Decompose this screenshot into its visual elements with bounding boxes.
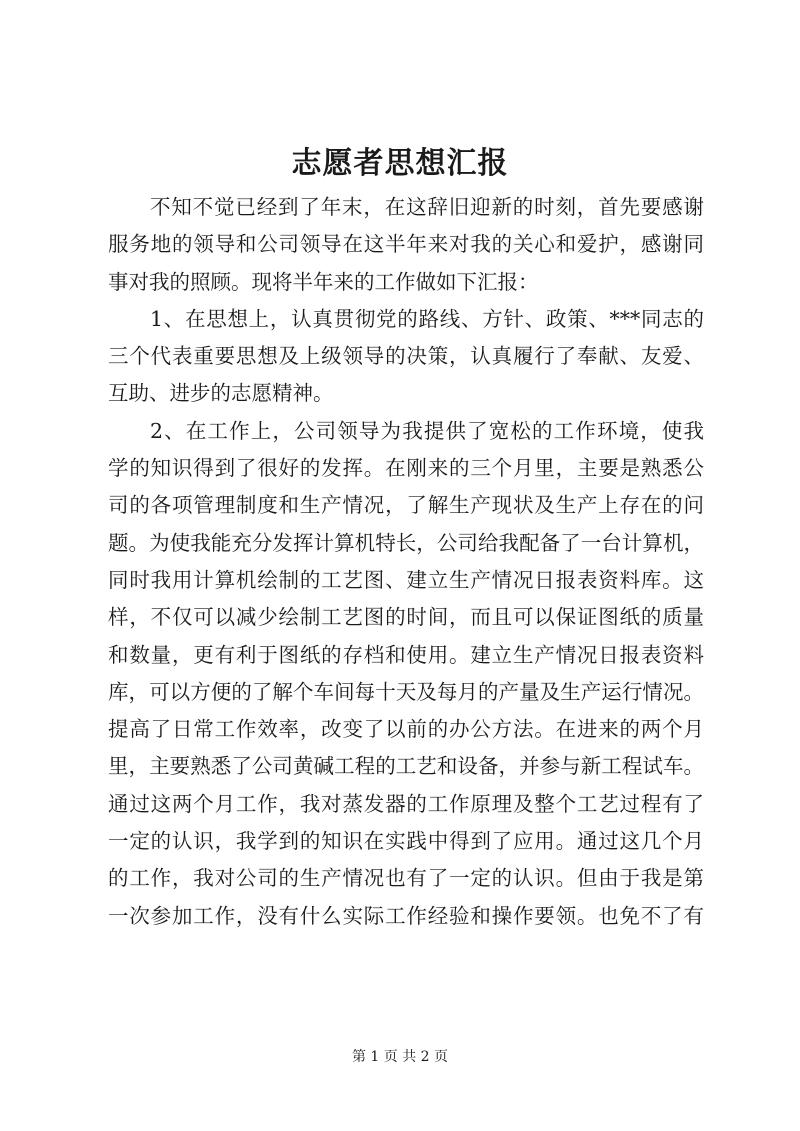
paragraph-line: 学的知识得到了很好的发挥。在刚来的三个月里，主要是熟悉公 <box>108 456 704 481</box>
paragraph-line: 一定的认识，我学到的知识在实践中得到了应用。通过这几个月 <box>108 829 704 854</box>
paragraph-line: 和数量，更有利于图纸的存档和使用。建立生产情况日报表资料 <box>108 642 704 667</box>
paragraph-line: 同时我用计算机绘制的工艺图、建立生产情况日报表资料库。这 <box>108 567 704 592</box>
document-body <box>108 189 704 935</box>
paragraph-line: 一次参加工作，没有什么实际工作经验和操作要领。也免不了有 <box>108 903 704 928</box>
paragraph-line: 不知不觉已经到了年末，在这辞旧迎新的时刻，首先要感谢 <box>150 195 704 219</box>
paragraph-line: 提高了日常工作效率，改变了以前的办公方法。在进来的两个月 <box>108 717 704 742</box>
paragraph-line: 服务地的领导和公司领导在这半年来对我的关心和爱护，感谢同 <box>108 232 704 257</box>
paragraph-line: 题。为使我能充分发挥计算机特长，公司给我配备了一台计算机， <box>108 530 704 555</box>
paragraph-line: 的工作，我对公司的生产情况也有了一定的认识。但由于我是第 <box>108 866 704 891</box>
page-number-footer: 第 1 页 共 2 页 <box>351 1049 449 1065</box>
paragraph-line: 2、在工作上，公司领导为我提供了宽松的工作环境，使我 <box>150 418 704 443</box>
paragraph-line: 互助、进步的志愿精神。 <box>108 381 334 406</box>
paragraph-line: 通过这两个月工作，我对蒸发器的工作原理及整个工艺过程有了 <box>108 791 704 816</box>
paragraph-line: 三个代表重要思想及上级领导的决策，认真履行了奉献、友爱、 <box>108 344 704 369</box>
paragraph-line: 事对我的照顾。现将半年来的工作做如下汇报： <box>108 269 539 294</box>
paragraph-line: 司的各项管理制度和生产情况，了解生产现状及生产上存在的问 <box>108 493 704 518</box>
paragraph-line: 1、在思想上，认真贯彻党的路线、方针、政策、***同志的 <box>150 306 704 331</box>
paragraph-line: 里，主要熟悉了公司黄碱工程的工艺和设备，并参与新工程试车。 <box>108 754 704 779</box>
paragraph-line: 库，可以方便的了解个车间每十天及每月的产量及生产运行情况。 <box>108 679 704 704</box>
document-title: 志愿者思想汇报 <box>291 146 509 181</box>
paragraph-line: 样，不仅可以减少绘制工艺图的时间，而且可以保证图纸的质量 <box>108 605 704 630</box>
